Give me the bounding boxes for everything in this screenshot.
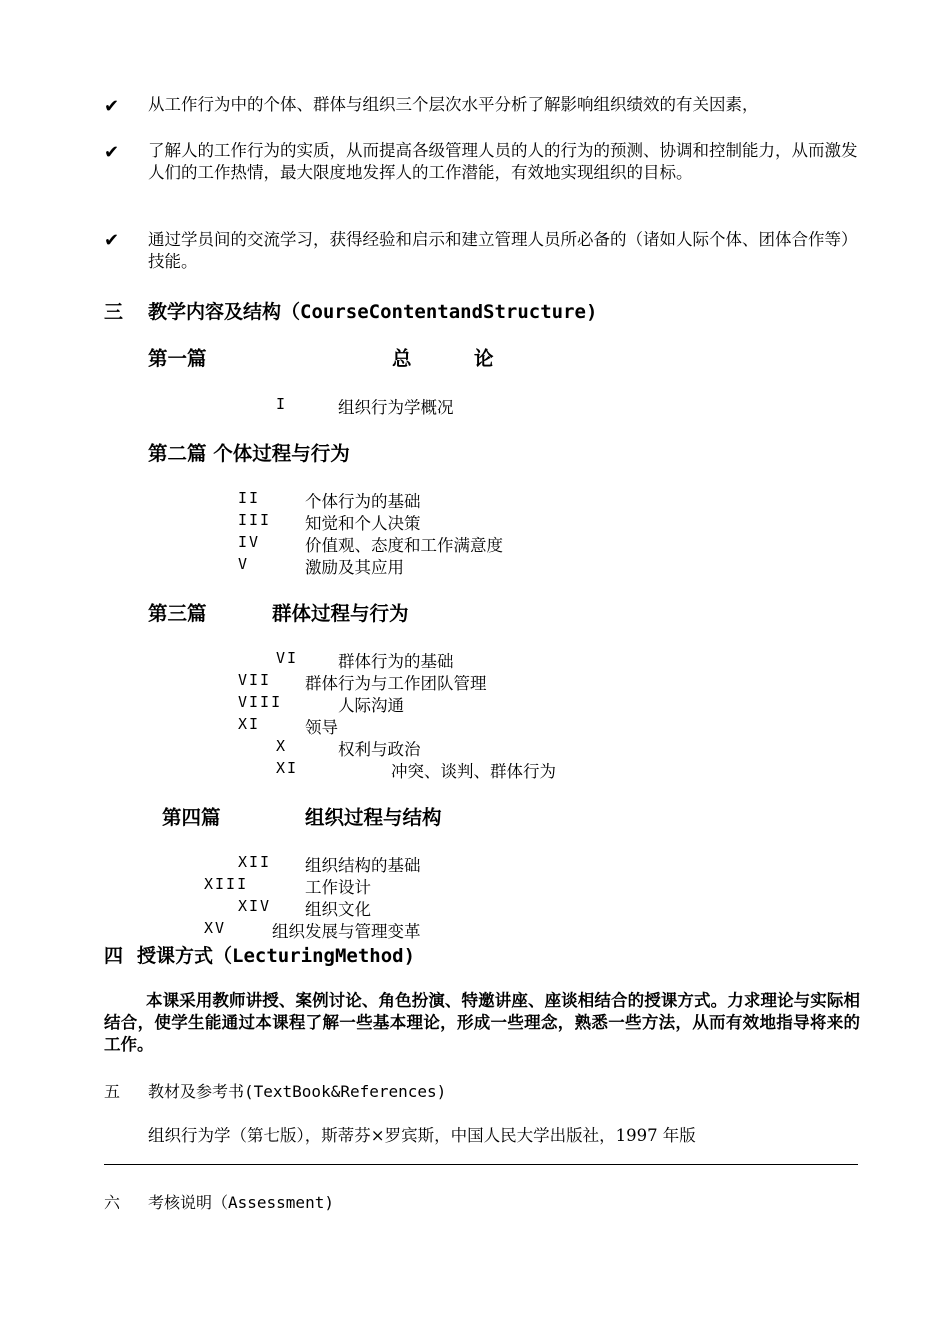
- chapter-number: XI: [276, 759, 299, 777]
- chapter-title: 冲突、谈判、群体行为: [391, 762, 556, 781]
- part3-title: 群体过程与行为: [272, 602, 409, 625]
- chapter-number: III: [238, 511, 272, 529]
- section4-body: 本课采用教师讲授、案例讨论、角色扮演、特邀讲座、座谈相结合的授课方式。力求理论与实际相结合，使学生能通过本课程了解一些基本理论，形成一些理念，熟悉一些方法，从而有效地指导将来的工作。: [104, 991, 860, 1054]
- section4-number: 四: [104, 945, 124, 967]
- chapter-number: XI: [238, 715, 261, 733]
- chapter-number: XII: [238, 853, 272, 871]
- section5-number: 五: [104, 1082, 121, 1101]
- objective-item-2: 了解人的工作行为的实质，从而提高各级管理人员的人的行为的预测、协调和控制能力，从而激发人们的工作热情，最大限度地发挥人的工作潜能，有效地实现组织的目标。: [148, 141, 858, 182]
- section3-title: 教学内容及结构（CourseContentandStructure): [148, 301, 598, 323]
- horizontal-rule: [104, 1164, 858, 1165]
- section6-number: 六: [104, 1193, 121, 1212]
- chapter-title: 群体行为的基础: [338, 652, 454, 671]
- chapter-number: IV: [238, 533, 261, 551]
- chapter-number: VIII: [238, 693, 283, 711]
- chapter-title: 组织文化: [305, 900, 371, 919]
- section5-title: 教材及参考书(TextBook&References): [148, 1082, 447, 1101]
- part3-label: 第三篇: [148, 602, 207, 625]
- section4-title: 授课方式（LecturingMethod): [137, 945, 416, 967]
- chapter-number: XV: [204, 919, 227, 937]
- chapter-title: 个体行为的基础: [305, 492, 421, 511]
- check-icon: ✔: [104, 142, 120, 163]
- check-icon: ✔: [104, 96, 120, 117]
- chapter-title: 知觉和个人决策: [305, 514, 421, 533]
- chapter-title: 权利与政治: [338, 740, 421, 759]
- chapter-number: VII: [238, 671, 272, 689]
- section6-title: 考核说明（Assessment): [148, 1193, 334, 1212]
- chapter-title: 价值观、态度和工作满意度: [305, 536, 503, 555]
- check-icon: ✔: [104, 230, 120, 251]
- chapter-title: 领导: [305, 718, 338, 737]
- section3-number: 三: [104, 301, 124, 323]
- chapter-title: 组织结构的基础: [305, 856, 421, 875]
- reference-item: 组织行为学（第七版），斯蒂芬×罗宾斯，中国人民大学出版社，1997 年版: [148, 1126, 696, 1145]
- chapter-number: II: [238, 489, 261, 507]
- chapter-title: 激励及其应用: [305, 558, 404, 577]
- chapter-number: XIV: [238, 897, 272, 915]
- part4-label: 第四篇: [162, 806, 221, 829]
- chapter-title: 组织发展与管理变革: [272, 922, 421, 941]
- part1-title-b: 论: [474, 347, 494, 370]
- part1-label: 第一篇: [148, 347, 207, 370]
- chapter-number: X: [276, 737, 288, 755]
- part4-title: 组织过程与结构: [305, 806, 442, 829]
- part1-title-a: 总: [392, 347, 412, 370]
- chapter-number: VI: [276, 649, 299, 667]
- chapter-number: V: [238, 555, 250, 573]
- objective-item-1: 从工作行为中的个体、群体与组织三个层次水平分析了解影响组织绩效的有关因素，: [148, 95, 759, 114]
- objective-item-3: 通过学员间的交流学习，获得经验和启示和建立管理人员所必备的（诸如人际个体、团体合作等）技能。: [148, 230, 858, 271]
- chapter-title: 群体行为与工作团队管理: [305, 674, 487, 693]
- chapter-title: 工作设计: [305, 878, 371, 897]
- chapter-title: 人际沟通: [338, 696, 404, 715]
- chapter-title: 组织行为学概况: [338, 398, 454, 417]
- chapter-number: XIII: [204, 875, 249, 893]
- chapter-number: I: [276, 395, 288, 413]
- part2-label: 第二篇 个体过程与行为: [148, 442, 350, 465]
